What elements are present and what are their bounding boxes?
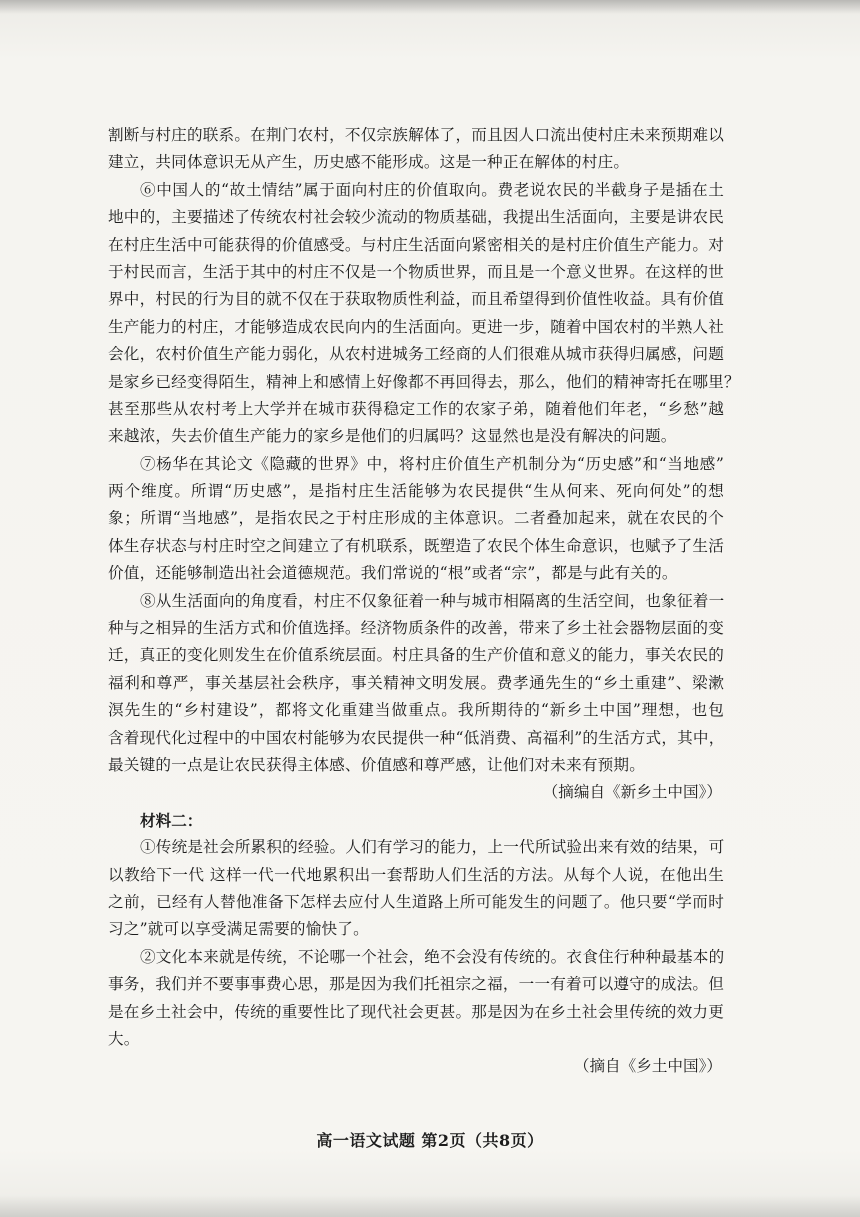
- text-line: 建立，共同体意识无从产生，历史感不能形成。这是一种正在解体的村庄。: [108, 153, 630, 172]
- text-line: 迁，真正的变化则发生在价值系统层面。村庄具备的生产价值和意义的能力，事关农民的: [108, 646, 724, 665]
- text-line: 于村民而言，生活于其中的村庄不仅是一个物质世界，而且是一个意义世界。在这样的世: [108, 262, 724, 281]
- text-line: 以教给下一代 这样一代一代地累积出一套帮助人们生活的方法。从每个人说，在他出生: [108, 865, 724, 884]
- text-line: ⑧从生活面向的角度看，村庄不仅象征着一种与城市相隔离的生活空间，也象征着一: [140, 591, 725, 610]
- material-one-text: [108, 122, 740, 779]
- text-line: 之前，已经有人替他准备下怎样去应付人生道路上所可能发生的问题了。他只要“学而时: [108, 892, 724, 911]
- text-line: 甚至那些从农村考上大学并在城市获得稳定工作的农家子弟，随着他们年老，“乡愁”越: [108, 399, 724, 418]
- scan-edge-shadow-top: [0, 0, 860, 14]
- material-two-heading: 材料二：: [140, 810, 203, 830]
- text-line: 含着现代化过程中的中国农村能够为农民提供一种“低消费、高福利”的生活方式，其中，: [108, 728, 725, 747]
- scan-edge-shadow-bottom: [0, 1195, 860, 1217]
- text-line: 是在乡土社会中，传统的重要性比了现代社会更甚。那是因为在乡土社会里传统的效力更: [108, 1002, 724, 1021]
- text-line: ②文化本来就是传统，不论哪一个社会，绝不会没有传统的。衣食住行种种最基本的: [140, 947, 725, 966]
- text-line: 最关键的一点是让农民获得主体感、价值感和尊严感，让他们对未来有预期。: [108, 755, 645, 774]
- text-line: 生产能力的村庄，才能够造成农民向内的生活面向。更进一步，随着中国农村的半熟人社: [108, 317, 724, 336]
- material-two-text: [108, 834, 724, 1053]
- page-footer: 高一语文试题 第2页（共8页）: [316, 1131, 544, 1150]
- text-line: 种与之相异的生活方式和价值选择。经济物质条件的改善，带来了乡土社会器物层面的变: [108, 619, 724, 638]
- text-line: 溟先生的“乡村建设”，都将文化重建当做重点。我所期待的“新乡土中国”理想，也包: [108, 701, 724, 720]
- text-line: ①传统是社会所累积的经验。人们有学习的能力，上一代所试验出来有效的结果，可: [140, 838, 725, 857]
- text-line: 地中的，主要描述了传统农村社会较少流动的物质基础，我提出生活面向，主要是讲农民: [108, 208, 724, 227]
- source-citation-2: （摘自《乡土中国》）: [573, 1057, 722, 1076]
- document-body: [108, 122, 740, 1081]
- text-line: 习之”就可以享受满足需要的愉快了。: [108, 920, 369, 939]
- text-line: 界中，村民的行为目的就不仅在于获取物质性利益，而且希望得到价值性收益。具有价值: [108, 290, 724, 309]
- text-line: ⑦杨华在其论文《隐藏的世界》中，将村庄价值生产机制分为“历史感”和“当地感”: [140, 454, 724, 473]
- text-line: ⑥中国人的“故土情结”属于面向村庄的价值取向。费老说农民的半截身子是插在土: [140, 180, 724, 199]
- text-line: 会化，农村价值生产能力弱化，从农村进城务工经商的人们很难从城市获得归属感，问题: [108, 345, 724, 364]
- text-line: 象；所谓“当地感”，是指农民之于村庄形成的主体意识。二者叠加起来，就在农民的个: [108, 509, 724, 528]
- text-line: 价值，还能够制造出社会道德规范。我们常说的“根”或者“宗”，都是与此有关的。: [108, 564, 678, 583]
- text-line: 割断与村庄的联系。在荆门农村，不仅宗族解体了，而且因人口流出使村庄未来预期难以: [108, 126, 724, 144]
- text-line: 体生存状态与村庄时空之间建立了有机联系，既塑造了农民个体生命意识，也赋予了生活: [108, 536, 724, 555]
- text-line: 两个维度。所谓“历史感”，是指村庄生活能够为农民提供“生从何来、死向何处”的想: [108, 482, 724, 501]
- text-line: 事务，我们并不要事事费心思，那是因为我们托祖宗之福，一一有着可以遵守的成法。但: [108, 975, 724, 994]
- text-line: 在村庄生活中可能获得的价值感受。与村庄生活面向紧密相关的是村庄价值生产能力。对: [108, 235, 724, 254]
- text-line: 来越浓，失去价值生产能力的家乡是他们的归属吗？这显然也是没有解决的问题。: [108, 427, 677, 446]
- source-citation-1: （摘编自《新乡土中国》）: [542, 783, 722, 802]
- text-line: 是家乡已经变得陌生，精神上和感情上好像都不再回得去，那么，他们的精神寄托在哪里？: [108, 372, 740, 391]
- text-line: 福利和尊严，事关基层社会秩序，事关精神文明发展。费孝通先生的“乡土重建”、梁漱: [108, 673, 724, 692]
- text-line: 大。: [108, 1029, 140, 1048]
